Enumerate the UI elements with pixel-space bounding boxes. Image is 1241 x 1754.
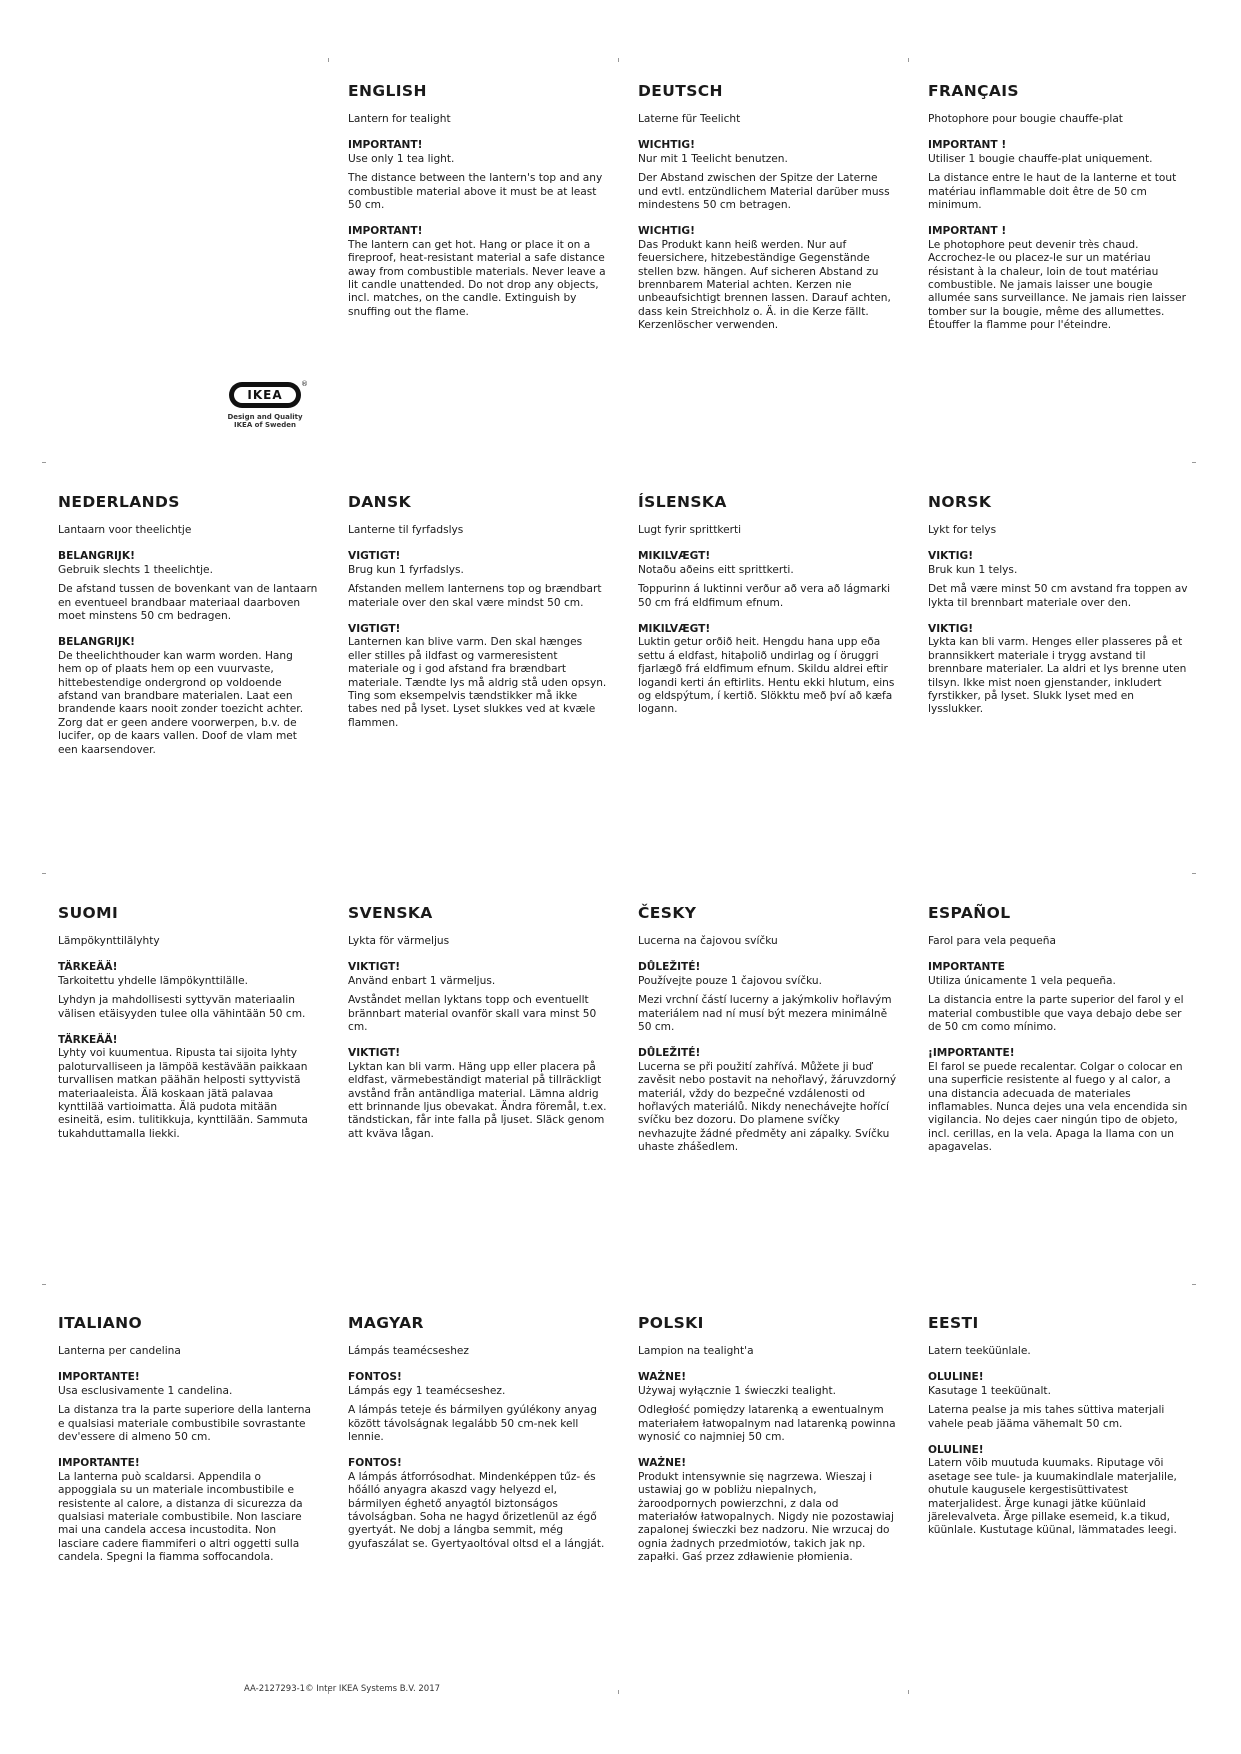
warning-title: VIKTIGT!: [348, 961, 401, 974]
section-norsk: [928, 493, 1188, 723]
section-dansk: [348, 493, 608, 736]
crop-mark: [908, 58, 909, 62]
section-español: [928, 904, 1188, 1161]
section-svenska: [348, 904, 608, 1147]
warning-text: La distancia entre la parte superior del farol y el material combustible que vaya debajo debe ser de 50 cm como mínimo.: [928, 994, 1184, 1034]
warning-text: Brug kun 1 fyrfadslys.: [348, 563, 464, 576]
language-heading: DANSK: [348, 493, 412, 511]
warning-text: Lykta kan bli varm. Henges eller plasseres på et brannsikkert materiale i trygg avstand til brennbare materialer. La aldri et lys brenne uten tilsyn. Ikke mist noen gjenstander, inkludert fyrstikker, på lyset. Slukk lyset med en lysslukker.: [928, 636, 1187, 716]
product-subtitle: Lanterne til fyrfadslys: [348, 524, 464, 536]
product-subtitle: Lampion na tealight'a: [638, 1345, 754, 1357]
crop-mark: [1192, 873, 1196, 874]
warning-text: Gebruik slechts 1 theelichtje.: [58, 563, 213, 576]
warning-text: Utiliza únicamente 1 vela pequeña.: [928, 974, 1116, 987]
warning-text: The lantern can get hot. Hang or place it on a fireproof, heat-resistant material a safe distance away from combustible materials. Never leave a lit candle unattended. Do not drop any objects, incl. matches, on the candle. Extinguish by snuffing out the flame.: [348, 238, 606, 318]
warning-text: Kasutage 1 teeküünalt.: [928, 1384, 1051, 1397]
section-italiano: [58, 1314, 318, 1571]
warning-title: OLULINE!: [928, 1444, 984, 1457]
warning-text: Lyhty voi kuumentua. Ripusta tai sijoita lyhty paloturvalliseen ja lämpöä kestävään paikkaan turvallisen matkan päähän helposti syttyvistä materiaaleista. Älä koskaan jätä palavaa kynttilää vartioimatta. Älä pudota mitään esineitä, esim. tulitikkuja, kynttilään. Sammuta tukahduttamalla liekki.: [58, 1047, 308, 1140]
warning-title: DŮLEŽITÉ!: [638, 961, 701, 974]
language-heading: EESTI: [928, 1314, 979, 1332]
warning-text: Bruk kun 1 telys.: [928, 563, 1018, 576]
warning-text: Lyhdyn ja mahdollisesti syttyvän materiaalin välisen etäisyyden tulee olla vähintään 50 cm.: [58, 994, 306, 1020]
product-subtitle: Farol para vela pequeña: [928, 935, 1056, 947]
product-subtitle: Lykt for telys: [928, 524, 997, 536]
crop-mark: [908, 1690, 909, 1694]
warning-text: Nur mit 1 Teelicht benutzen.: [638, 152, 788, 165]
warning-text: Lucerna se při použití zahřívá. Můžete ji buď zavěsit nebo postavit na nehořlavý, žáruvzdorný materiál, vždy do bezpečné vzdálenosti od hořlavých materiálů. Nikdy nenechávejte hořící svíčku bez dozoru. Do plamene svíčky nevhazujte žádné předměty ani zápalky. Svíčku uhaste zhášedlem.: [638, 1060, 897, 1154]
warning-title: FONTOS!: [348, 1457, 402, 1470]
warning-text: De theelichthouder kan warm worden. Hang hem op of plaats hem op een vuurvaste, hittebestendige ondergrond op voldoende afstand van brandbare materialen. Laat een brandende kaars nooit zonder toezicht achter. Zorg dat er geen andere voorwerpen, b.v. de lucifer, op de kaars vallen. Doof de vlam met een kaarsendover.: [58, 649, 304, 756]
warning-text: Mezi vrchní částí lucerny a jakýmkoliv hořlavým materiálem nad ní musí být mezera minimálně 50 cm.: [638, 994, 892, 1034]
language-heading: MAGYAR: [348, 1314, 424, 1332]
warning-text: Utiliser 1 bougie chauffe-plat uniquement.: [928, 152, 1153, 165]
warning-text: Usa esclusivamente 1 candelina.: [58, 1384, 233, 1397]
product-subtitle: Lucerna na čajovou svíčku: [638, 935, 778, 947]
footer-copyright: AA-2127293-1© Inter IKEA Systems B.V. 2017: [244, 1684, 441, 1694]
warning-text: El farol se puede recalentar. Colgar o colocar en una superficie resistente al fuego y al calor, a una distancia adecuada de materiales inflamables. Nunca dejes una vela encendida sin vigilancia. No dejes caer ningún tipo de objeto, incl. cerillas, en la vela. Apaga la llama con un apagavelas.: [928, 1060, 1188, 1154]
warning-text: Det må være minst 50 cm avstand fra toppen av lykta til brennbart materiale over den.: [928, 583, 1188, 609]
section-česky: [638, 904, 898, 1161]
language-heading: SUOMI: [58, 904, 119, 922]
crop-mark: [42, 873, 46, 874]
product-subtitle: Lantern for tealight: [348, 113, 451, 125]
product-subtitle: Laterne für Teelicht: [638, 113, 741, 125]
warning-text: Lanternen kan blive varm. Den skal hænges eller stilles på ildfast og varmeresistent materiale og i god afstand fra brændbart materiale. Tændte lys må aldrig stå uden opsyn. Ting som eksempelvis tændstikker må ikke tabes ned på lyset. Lyset slukkes ved at kvæle flammen.: [348, 636, 607, 729]
warning-title: MIKILVÆGT!: [638, 623, 711, 636]
registered-mark: ®: [301, 380, 308, 388]
warning-title: VIGTIGT!: [348, 623, 401, 636]
warning-text: Le photophore peut devenir très chaud. Accrochez-le ou placez-le sur un matériau résistant à la chaleur, loin de tout matériau combustible. Ne jamais laisser une bougie allumée sans surveillance. Ne jamais rien laisser tomber sur la bougie, même des allumettes. Étouffer la flamme pour l'éteindre.: [928, 238, 1186, 332]
warning-title: ¡IMPORTANTE!: [928, 1047, 1015, 1060]
warning-text: Latern võib muutuda kuumaks. Riputage või asetage see tule- ja kuumakindlale materjalile, ohutule kaugusele kergestisüttivatest materjalidest. Ärge kunagi jätke küünlaid järelevalveta. Ärge pillake esemeid, k.a tikud, küünlale. Kustutage küünal, lämmatades leegi.: [928, 1457, 1177, 1537]
warning-title: MIKILVÆGT!: [638, 550, 711, 563]
warning-title: VIKTIGT!: [348, 1047, 401, 1060]
warning-title: WICHTIG!: [638, 225, 695, 238]
warning-text: Lámpás egy 1 teamécseshez.: [348, 1384, 506, 1397]
warning-text: Der Abstand zwischen der Spitze der Laterne und evtl. entzündlichem Material darüber muss mindestens 50 cm betragen.: [638, 172, 890, 212]
warning-title: TÄRKEÄÄ!: [58, 961, 118, 974]
crop-mark: [42, 462, 46, 463]
warning-text: Używaj wyłącznie 1 świeczki tealight.: [638, 1384, 837, 1397]
product-subtitle: Photophore pour bougie chauffe-plat: [928, 113, 1123, 125]
warning-text: Use only 1 tea light.: [348, 152, 455, 165]
warning-text: Använd enbart 1 värmeljus.: [348, 974, 496, 987]
warning-title: FONTOS!: [348, 1371, 402, 1384]
warning-text: La distance entre le haut de la lanterne et tout matériau inflammable doit être de 50 cm minimum.: [928, 172, 1177, 212]
warning-text: Das Produkt kann heiß werden. Nur auf feuersichere, hitzebeständige Gegenstände stellen bzw. hängen. Auf sicheren Abstand zu brennbarem Material achten. Kerzen nie unbeaufsichtigt brennen lassen. Darauf achten, dass kein Streichholz o. Ä. in die Kerze fällt. Kerzenlöscher verwenden.: [638, 238, 891, 332]
crop-mark: [618, 1690, 619, 1694]
logo-wordmark: IKEA: [234, 387, 296, 403]
warning-text: De afstand tussen de bovenkant van de lantaarn en eventueel brandbaar materiaal daarboven moet minstens 50 cm bedragen.: [58, 583, 318, 623]
section-eesti: [928, 1314, 1188, 1544]
warning-title: BELANGRIJK!: [58, 636, 135, 649]
warning-title: IMPORTANTE: [928, 961, 1005, 974]
language-heading: FRANÇAIS: [928, 82, 1019, 100]
section-íslenska: [638, 493, 898, 723]
warning-title: WICHTIG!: [638, 139, 695, 152]
product-subtitle: Lámpás teamécseshez: [348, 1345, 469, 1357]
warning-text: Používejte pouze 1 čajovou svíčku.: [638, 974, 822, 987]
warning-title: IMPORTANT !: [928, 139, 1007, 152]
section-magyar: [348, 1314, 608, 1557]
warning-text: Luktin getur orðið heit. Hengdu hana upp eða settu á eldfast, hitaþolið undirlag og í öruggri fjarlægð frá eldfimum efnum. Skildu aldrei eftir logandi kerti án eftirlits. Hentu ekki hlutum, eins og eldspýtum, í kertið. Slökktu með því að kæfa logann.: [638, 636, 895, 716]
warning-title: DŮLEŽITÉ!: [638, 1047, 701, 1060]
warning-title: VIKTIG!: [928, 550, 974, 563]
section-english: [348, 82, 608, 325]
language-heading: ITALIANO: [58, 1314, 143, 1332]
warning-title: WAŻNE!: [638, 1371, 687, 1384]
warning-text: La distanza tra la parte superiore della lanterna e qualsiasi materiale combustibile sovrastante dev'essere di almeno 50 cm.: [58, 1404, 311, 1444]
warning-text: A lámpás átforrósodhat. Mindenképpen tűz- és hőálló anyagra akaszd vagy helyezd el, bármilyen éghető anyagtól biztonságos távolságban. Soha ne hagyd őrizetlenül az égő gyertyát. Ne dobj a lángba semmit, még gyufaszálat se. Gyertyaoltóval oltsd el a lángját.: [348, 1470, 605, 1550]
warning-title: IMPORTANT !: [928, 225, 1007, 238]
product-subtitle: Lykta för värmeljus: [348, 935, 450, 947]
warning-title: VIGTIGT!: [348, 550, 401, 563]
crop-mark: [1192, 1284, 1196, 1285]
warning-title: IMPORTANTE!: [58, 1371, 140, 1384]
language-heading: POLSKI: [638, 1314, 704, 1332]
product-subtitle: Lämpökynttilälyhty: [58, 935, 160, 947]
logo-badge: [229, 382, 301, 408]
warning-title: IMPORTANTE!: [58, 1457, 140, 1470]
ikea-logo: [227, 382, 307, 429]
warning-text: Laterna pealse ja mis tahes süttiva materjali vahele peab jääma vähemalt 50 cm.: [928, 1404, 1165, 1430]
product-subtitle: Lugt fyrir sprittkerti: [638, 524, 742, 536]
warning-text: Afstanden mellem lanternens top og brændbart materiale over den skal være mindst 50 cm.: [348, 583, 602, 609]
language-heading: DEUTSCH: [638, 82, 723, 100]
warning-text: The distance between the lantern's top and any combustible material above it must be at least 50 cm.: [348, 172, 603, 212]
language-heading: ČESKY: [638, 904, 697, 922]
crop-mark: [328, 58, 329, 62]
section-français: [928, 82, 1188, 339]
warning-text: Tarkoitettu yhdelle lämpökynttilälle.: [58, 974, 248, 987]
warning-text: La lanterna può scaldarsi. Appendila o appoggiala su un materiale incombustibile e resistente al calore, a distanza di sicurezza da qualsiasi materiale combustibile. Non lasciare mai una candela accesa incustodita. Non lasciare cadere fiammiferi o altri oggetti sulla candela. Spegni la fiamma soffocandola.: [58, 1470, 303, 1564]
warning-title: VIKTIG!: [928, 623, 974, 636]
logo-tagline: Design and Quality IKEA of Sweden: [227, 413, 303, 429]
section-nederlands: [58, 493, 318, 763]
language-heading: NORSK: [928, 493, 992, 511]
section-deutsch: [638, 82, 898, 339]
warning-text: Notaðu aðeins eitt sprittkerti.: [638, 563, 794, 576]
warning-text: Toppurinn á luktinni verður að vera að lágmarki 50 cm frá eldfimum efnum.: [638, 583, 891, 609]
crop-mark: [42, 1284, 46, 1285]
language-heading: ENGLISH: [348, 82, 427, 100]
language-heading: SVENSKA: [348, 904, 433, 922]
warning-title: WAŻNE!: [638, 1457, 687, 1470]
warning-title: TÄRKEÄÄ!: [58, 1034, 118, 1047]
crop-mark: [1192, 462, 1196, 463]
warning-title: IMPORTANT!: [348, 225, 423, 238]
warning-text: Avståndet mellan lyktans topp och eventuellt brännbart material ovanför skall vara minst 50 cm.: [348, 994, 597, 1034]
warning-text: A lámpás teteje és bármilyen gyúlékony anyag között távolságnak legalább 50 cm-nek kell lennie.: [348, 1404, 597, 1444]
warning-text: Lyktan kan bli varm. Häng upp eller placera på eldfast, värmebeständigt material på tillräckligt avstånd från antändliga material. Lämna aldrig ett brinnande ljus obevakat. Ändra föremål, t.ex. tändstickan, får inte falla på ljuset. Släck genom att kväva lågan.: [348, 1060, 607, 1140]
warning-title: OLULINE!: [928, 1371, 984, 1384]
warning-text: Produkt intensywnie się nagrzewa. Wieszaj i ustawiaj go w pobliżu niepalnych, żaroodpornych powierzchni, z dala od materiałów łatwopalnych. Nigdy nie pozostawiaj zapalonej świeczki bez nadzoru. Nie wrzucaj do ognia żadnych przedmiotów, takich jak np. zapałki. Gaś przez zdławienie płomienia.: [638, 1470, 894, 1564]
warning-title: BELANGRIJK!: [58, 550, 135, 563]
product-subtitle: Lanterna per candelina: [58, 1345, 181, 1357]
language-heading: ESPAÑOL: [928, 904, 1011, 922]
product-subtitle: Lantaarn voor theelichtje: [58, 524, 192, 536]
crop-mark: [618, 58, 619, 62]
section-polski: [638, 1314, 898, 1571]
language-heading: NEDERLANDS: [58, 493, 180, 511]
warning-text: Odległość pomiędzy latarenką a ewentualnym materiałem łatwopalnym nad latarenką powinna wynosić co najmniej 50 cm.: [638, 1404, 896, 1444]
language-heading: ÍSLENSKA: [638, 493, 727, 511]
product-subtitle: Latern teeküünlale.: [928, 1345, 1031, 1357]
section-suomi: [58, 904, 318, 1147]
warning-title: IMPORTANT!: [348, 139, 423, 152]
